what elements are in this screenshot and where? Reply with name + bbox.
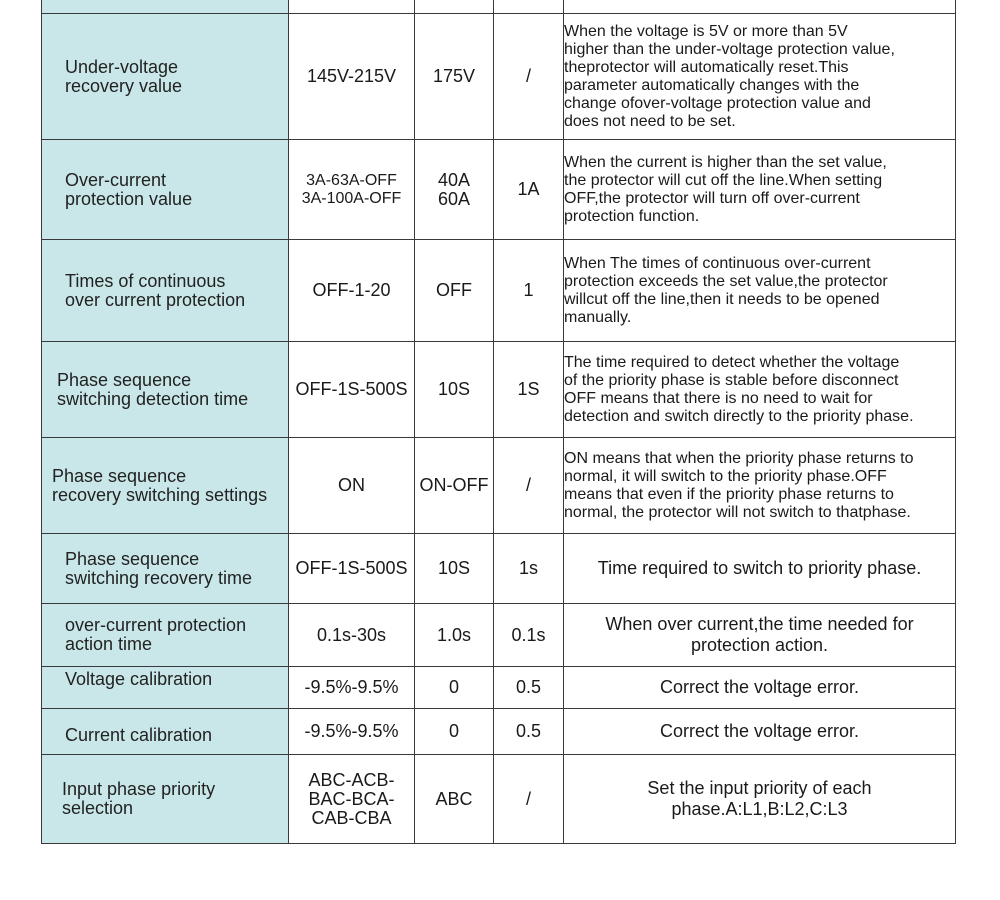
description: Set the input priority of each phase.A:L1,B:L2,C:L3 [564, 755, 956, 844]
table-row [42, 755, 956, 844]
parameter-name: Phase sequence switching detection time [42, 342, 289, 438]
table-row [42, 604, 956, 667]
table-row [42, 0, 956, 14]
step-value: 0.1s [494, 604, 564, 667]
default-value: 40A 60A [415, 140, 494, 240]
default-value: 175V [415, 14, 494, 140]
parameter-name: Over-current protection value [42, 140, 289, 240]
step-value: / [494, 755, 564, 844]
table-row [42, 342, 956, 438]
default-value: OFF [415, 240, 494, 342]
parameter-name: Times of continuous over current protection [42, 240, 289, 342]
table-row [42, 709, 956, 755]
description: ON means that when the priority phase returns to normal, it will switch to the priority phase.OFF means that even if the priority phase returns to normal, the protector will not switch to thatphase. [564, 438, 956, 534]
table-row [42, 438, 956, 534]
table-row [42, 534, 956, 604]
parameter-name [42, 0, 289, 14]
step-value: 1S [494, 342, 564, 438]
setting-range: 0.1s-30s [289, 604, 415, 667]
setting-range: 3A-63A-OFF 3A-100A-OFF [289, 140, 415, 240]
default-value: 1.0s [415, 604, 494, 667]
parameter-name: Phase sequence recovery switching settings [42, 438, 289, 534]
parameter-name: Phase sequence switching recovery time [42, 534, 289, 604]
setting-range: OFF-1S-500S [289, 534, 415, 604]
default-value: 10S [415, 534, 494, 604]
description: When The times of continuous over-current protection exceeds the set value,the protector willcut off the line,then it needs to be opened manually. [564, 240, 956, 342]
parameter-table [41, 0, 956, 844]
parameter-name: over-current protection action time [42, 604, 289, 667]
parameter-name: Current calibration [42, 709, 289, 755]
step-value: 1 [494, 240, 564, 342]
default-value: ON-OFF [415, 438, 494, 534]
table-row [42, 14, 956, 140]
default-value: ABC [415, 755, 494, 844]
table-row [42, 667, 956, 709]
setting-range: OFF-1S-500S [289, 342, 415, 438]
default-value: 0 [415, 709, 494, 755]
description: When over current,the time needed for protection action. [564, 604, 956, 667]
default-value: 10S [415, 342, 494, 438]
setting-range: ON [289, 438, 415, 534]
step-value [494, 0, 564, 14]
parameter-name: Under-voltage recovery value [42, 14, 289, 140]
step-value: 1A [494, 140, 564, 240]
default-value: 0 [415, 667, 494, 709]
parameter-name: Voltage calibration [42, 667, 289, 709]
description: Time required to switch to priority phase. [564, 534, 956, 604]
step-value: 0.5 [494, 709, 564, 755]
step-value: / [494, 14, 564, 140]
description: When the current is higher than the set value, the protector will cut off the line.When setting OFF,the protector will turn off over-current protection function. [564, 140, 956, 240]
parameter-name: Input phase priority selection [42, 755, 289, 844]
table-row [42, 140, 956, 240]
setting-range: -9.5%-9.5% [289, 667, 415, 709]
setting-range: ABC-ACB- BAC-BCA- CAB-CBA [289, 755, 415, 844]
description: Correct the voltage error. [564, 667, 956, 709]
description: Correct the voltage error. [564, 709, 956, 755]
step-value: 0.5 [494, 667, 564, 709]
default-value [415, 0, 494, 14]
setting-range: 145V-215V [289, 14, 415, 140]
setting-range [289, 0, 415, 14]
step-value: 1s [494, 534, 564, 604]
setting-range: OFF-1-20 [289, 240, 415, 342]
table-row [42, 240, 956, 342]
description [564, 0, 956, 14]
step-value: / [494, 438, 564, 534]
description: The time required to detect whether the voltage of the priority phase is stable before disconnect OFF means that there is no need to wait for detection and switch directly to the priority phase. [564, 342, 956, 438]
description: When the voltage is 5V or more than 5V higher than the under-voltage protection value, theprotector will automatically reset.This parameter automatically changes with the change ofover-voltage protection value and does not need to be set. [564, 14, 956, 140]
setting-range: -9.5%-9.5% [289, 709, 415, 755]
